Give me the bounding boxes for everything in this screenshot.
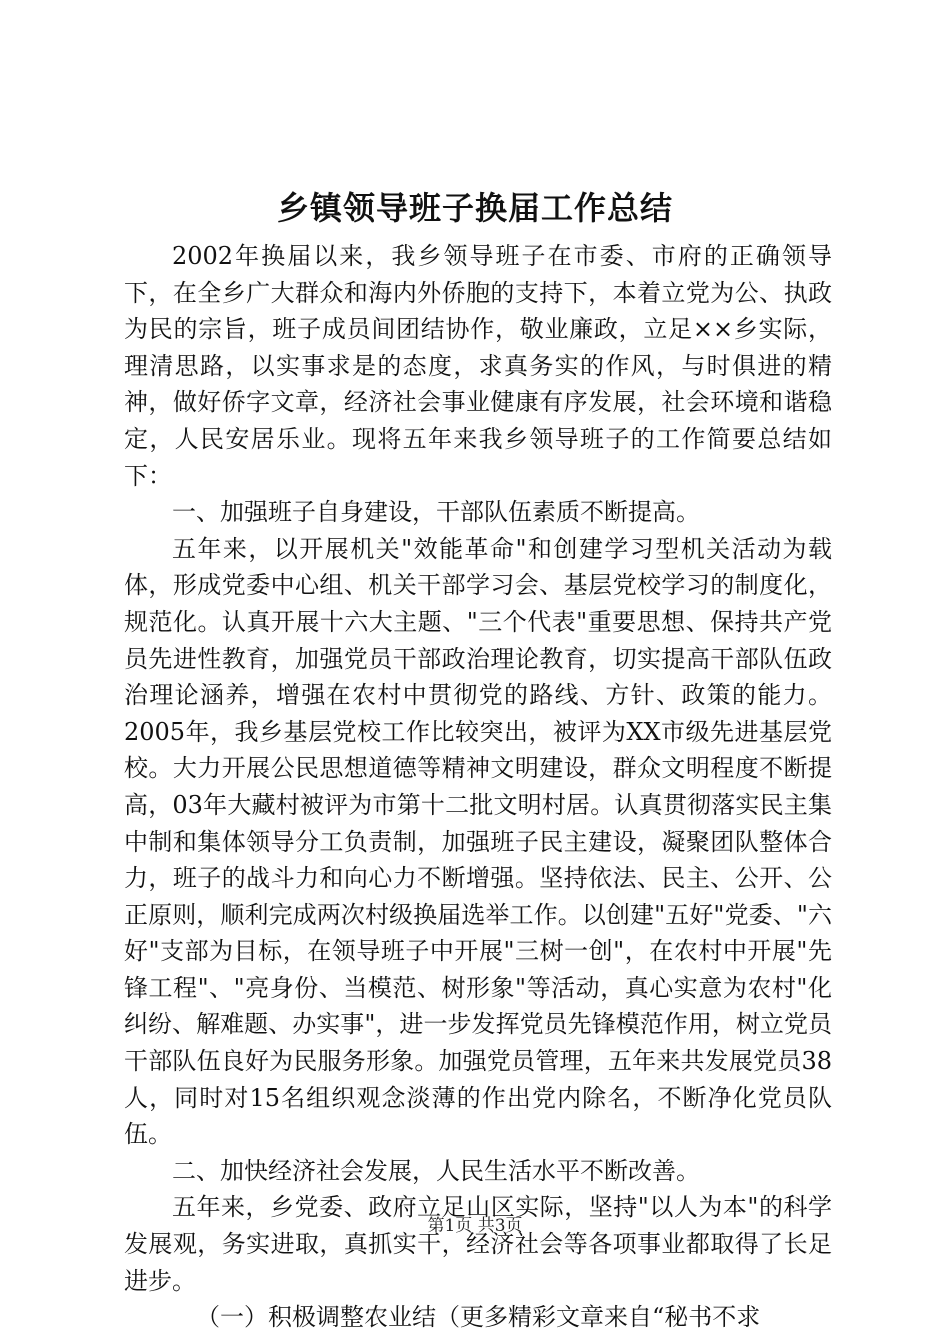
paragraph-intro: 2002年换届以来，我乡领导班子在市委、市府的正确领导下，在全乡广大群众和海内外侨胞的支持下，本着立党为公、执政为民的宗旨，班子成员间团结协作，敬业廉政，立足××乡实际，理清思路，以实事求是的态度，求真务实的作风，与时俱进的精神，做好侨字文章，经济社会事业健康有序发展，社会环境和谐稳定，人民安居乐业。现将五年来我乡领导班子的工作简要总结如下： [124,242,832,490]
page-footer: 第1页 共3页 [427,1216,523,1236]
paragraph-section-1: 五年来，以开展机关"效能革命"和创建学习型机关活动为载体，形成党委中心组、机关干部学习会、基层党校学习的制度化，规范化。认真开展十六大主题、"三个代表"重要思想、保持共产党员先进性教育，加强党员干部政治理论教育，切实提高干部队伍政治理论涵养，增强在农村中贯彻党的路线、方针、政策的能力。2005年，我乡基层党校工作比较突出，被评为XX市级先进基层党校。大力开展公民思想道德等精神文明建设，群众文明程度不断提高，03年大藏村被评为市第十二批文明村居。认真贯彻落实民主集中制和集体领导分工负责制，加强班子民主建设，凝聚团队整体合力，班子的战斗力和向心力不断增强。坚持依法、民主、公开、公正原则，顺利完成两次村级换届选举工作。以创建"五好"党委、"六好"支部为目标，在领导班子中开展"三树一创"，在农村中开展"先锋工程"、"亮身份、当模范、树形象"等活动，真心实意为农村"化纠纷、解难题、办实事"，进一步发挥党员先锋模范作用，树立党员干部队伍良好为民服务形象。加强党员管理，五年来共发展党员38人，同时对15名组织观念淡薄的作出党内除名，不断净化党员队伍。 [124,534,832,1149]
section-heading-2: 二、加快经济社会发展，人民生活水平不断改善。 [172,1156,700,1185]
document-body [124,238,832,1336]
document-title: 乡镇领导班子换届工作总结 [276,189,673,227]
paragraph-section-2: 五年来，乡党委、政府立足山区实际，坚持"以人为本"的科学发展观，务实进取，真抓实干，经济社会等各项事业都取得了长足进步。 [124,1193,832,1295]
section-heading-1: 一、加强班子自身建设，干部队伍素质不断提高。 [172,498,700,527]
subsection-heading-1: （一）积极调整农业结（更多精彩文章来自“秘书不求 [196,1303,761,1332]
